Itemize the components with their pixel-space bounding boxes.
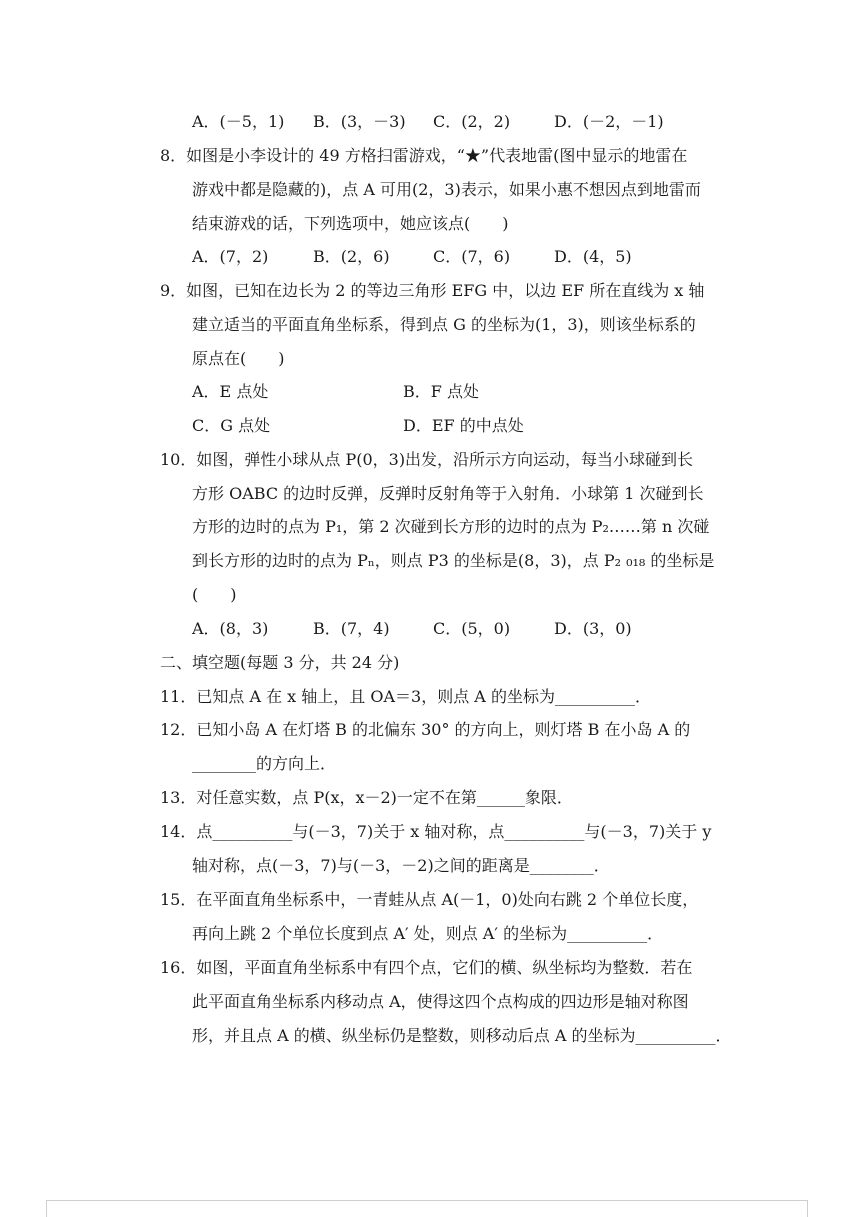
q9-line-3: 原点在( ) [192,349,285,368]
q9-line-2: 建立适当的平面直角坐标系，得到点 G 的坐标为(1，3)，则该坐标系的 [192,315,696,334]
q15-line-2: 再向上跳 2 个单位长度到点 A′ 处，则点 A′ 的坐标为__________． [192,924,664,943]
section-2-title: 二、填空题(每题 3 分，共 24 分) [160,653,400,672]
q7-option-b: B．(3，－3) [313,112,406,131]
q10-option-b: B．(7，4) [313,619,390,638]
q8-option-d: D．(4，5) [554,247,632,266]
q10-line-4: 到长方形的边时的点为 Pₙ，则点 P3 的坐标是(8，3)，点 P₂ ₀₁₈ 的坐标是 [192,551,715,570]
q14-line-2: 轴对称，点(－3，7)与(－3，－2)之间的距离是________． [192,856,610,875]
q9-option-a: A．E 点处 [192,382,269,401]
q15-line-1: 15．在平面直角坐标系中，一青蛙从点 A(－1，0)处向右跳 2 个单位长度， [160,890,699,909]
q10-option-c: C．(5，0) [433,619,511,638]
q8-line-3: 结束游戏的话，下列选项中，她应该点( ) [192,214,509,233]
q10-line-3: 方形的边时的点为 P₁，第 2 次碰到长方形的边时的点为 P₂……第 n 次碰 [192,517,710,536]
q16-line-2: 此平面直角坐标系内移动点 A，使得这四个点构成的四边形是轴对称图 [192,992,689,1011]
q8-option-c: C．(7，6) [433,247,511,266]
q7-option-a: A．(－5，1) [192,112,285,131]
q9-option-d: D．EF 的中点处 [403,416,524,435]
q14-line-1: 14．点__________与(－3，7)关于 x 轴对称，点__________与(－3，7)关于 y [160,822,712,841]
q12-line-2: ________的方向上． [192,754,337,773]
q7-option-d: D．(－2，－1) [554,112,664,131]
question-13: 13．对任意实数，点 P(x，x－2)一定不在第______象限． [160,788,573,807]
page-frame-edge [46,1200,808,1217]
q9-line-1: 9．如图，已知在边长为 2 的等边三角形 EFG 中，以边 EF 所在直线为 x 轴 [160,281,705,300]
q8-option-b: B．(2，6) [313,247,390,266]
q12-line-1: 12．已知小岛 A 在灯塔 B 的北偏东 30° 的方向上，则灯塔 B 在小岛 A 的 [160,720,691,739]
q7-option-c: C．(2，2) [433,112,511,131]
q8-option-a: A．(7，2) [192,247,269,266]
q10-line-1: 10．如图，弹性小球从点 P(0，3)出发，沿所示方向运动，每当小球碰到长 [160,450,694,469]
question-11: 11．已知点 A 在 x 轴上，且 OA＝3，则点 A 的坐标为__________． [160,687,651,706]
q8-line-1: 8．如图是小李设计的 49 方格扫雷游戏，“★”代表地雷(图中显示的地雷在 [160,146,688,165]
q9-option-c: C．G 点处 [192,416,271,435]
q8-line-2: 游戏中都是隐藏的)，点 A 可用(2，3)表示，如果小惠不想因点到地雷而 [192,180,701,199]
q9-option-b: B．F 点处 [403,382,479,401]
q16-line-3: 形，并且点 A 的横、纵坐标仍是整数，则移动后点 A 的坐标为__________． [192,1026,732,1045]
q10-option-d: D．(3，0) [554,619,632,638]
q10-line-2: 方形 OABC 的边时反弹，反弹时反射角等于入射角．小球第 1 次碰到长 [192,484,704,503]
q10-line-5: ( ) [192,585,237,604]
q10-option-a: A．(8，3) [192,619,269,638]
q16-line-1: 16．如图，平面直角坐标系中有四个点，它们的横、纵坐标均为整数．若在 [160,958,693,977]
